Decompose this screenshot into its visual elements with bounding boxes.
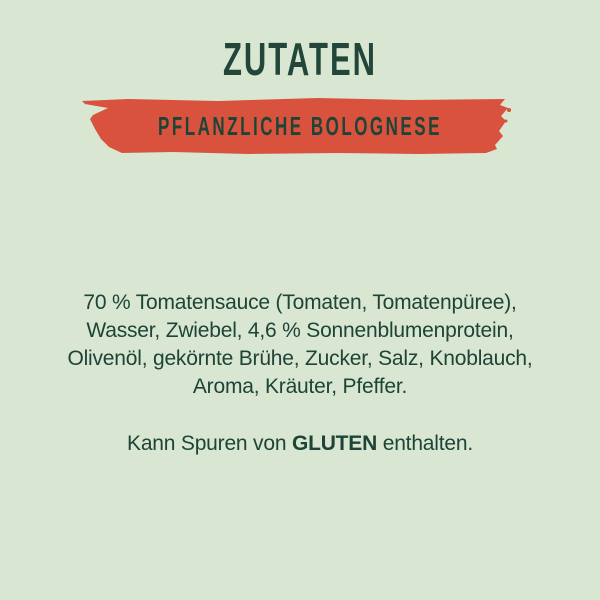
section-title (0, 32, 600, 88)
ingredients-line: Olivenöl, gekörnte Brühe, Zucker, Salz, Knoblauch, (67, 347, 533, 370)
product-name-text: PFLANZLICHE BOLOGNESE (158, 111, 442, 141)
allergen-highlight: GLUTEN (291, 432, 378, 455)
section-title-text: ZUTATEN (222, 33, 378, 86)
ingredients-line: 70 % Tomatensauce (Tomaten, Tomatenpüree), (83, 291, 517, 314)
allergen-suffix: enthalten. (377, 432, 473, 455)
ingredients-line: Wasser, Zwiebel, 4,6 % Sonnenblumenprotein, (86, 319, 514, 342)
product-name (0, 104, 600, 150)
ingredients-line: Aroma, Kräuter, Pfeffer. (192, 375, 408, 398)
allergen-note (0, 430, 600, 458)
ingredients-text (0, 289, 600, 401)
allergen-prefix: Kann Spuren von (127, 432, 292, 455)
